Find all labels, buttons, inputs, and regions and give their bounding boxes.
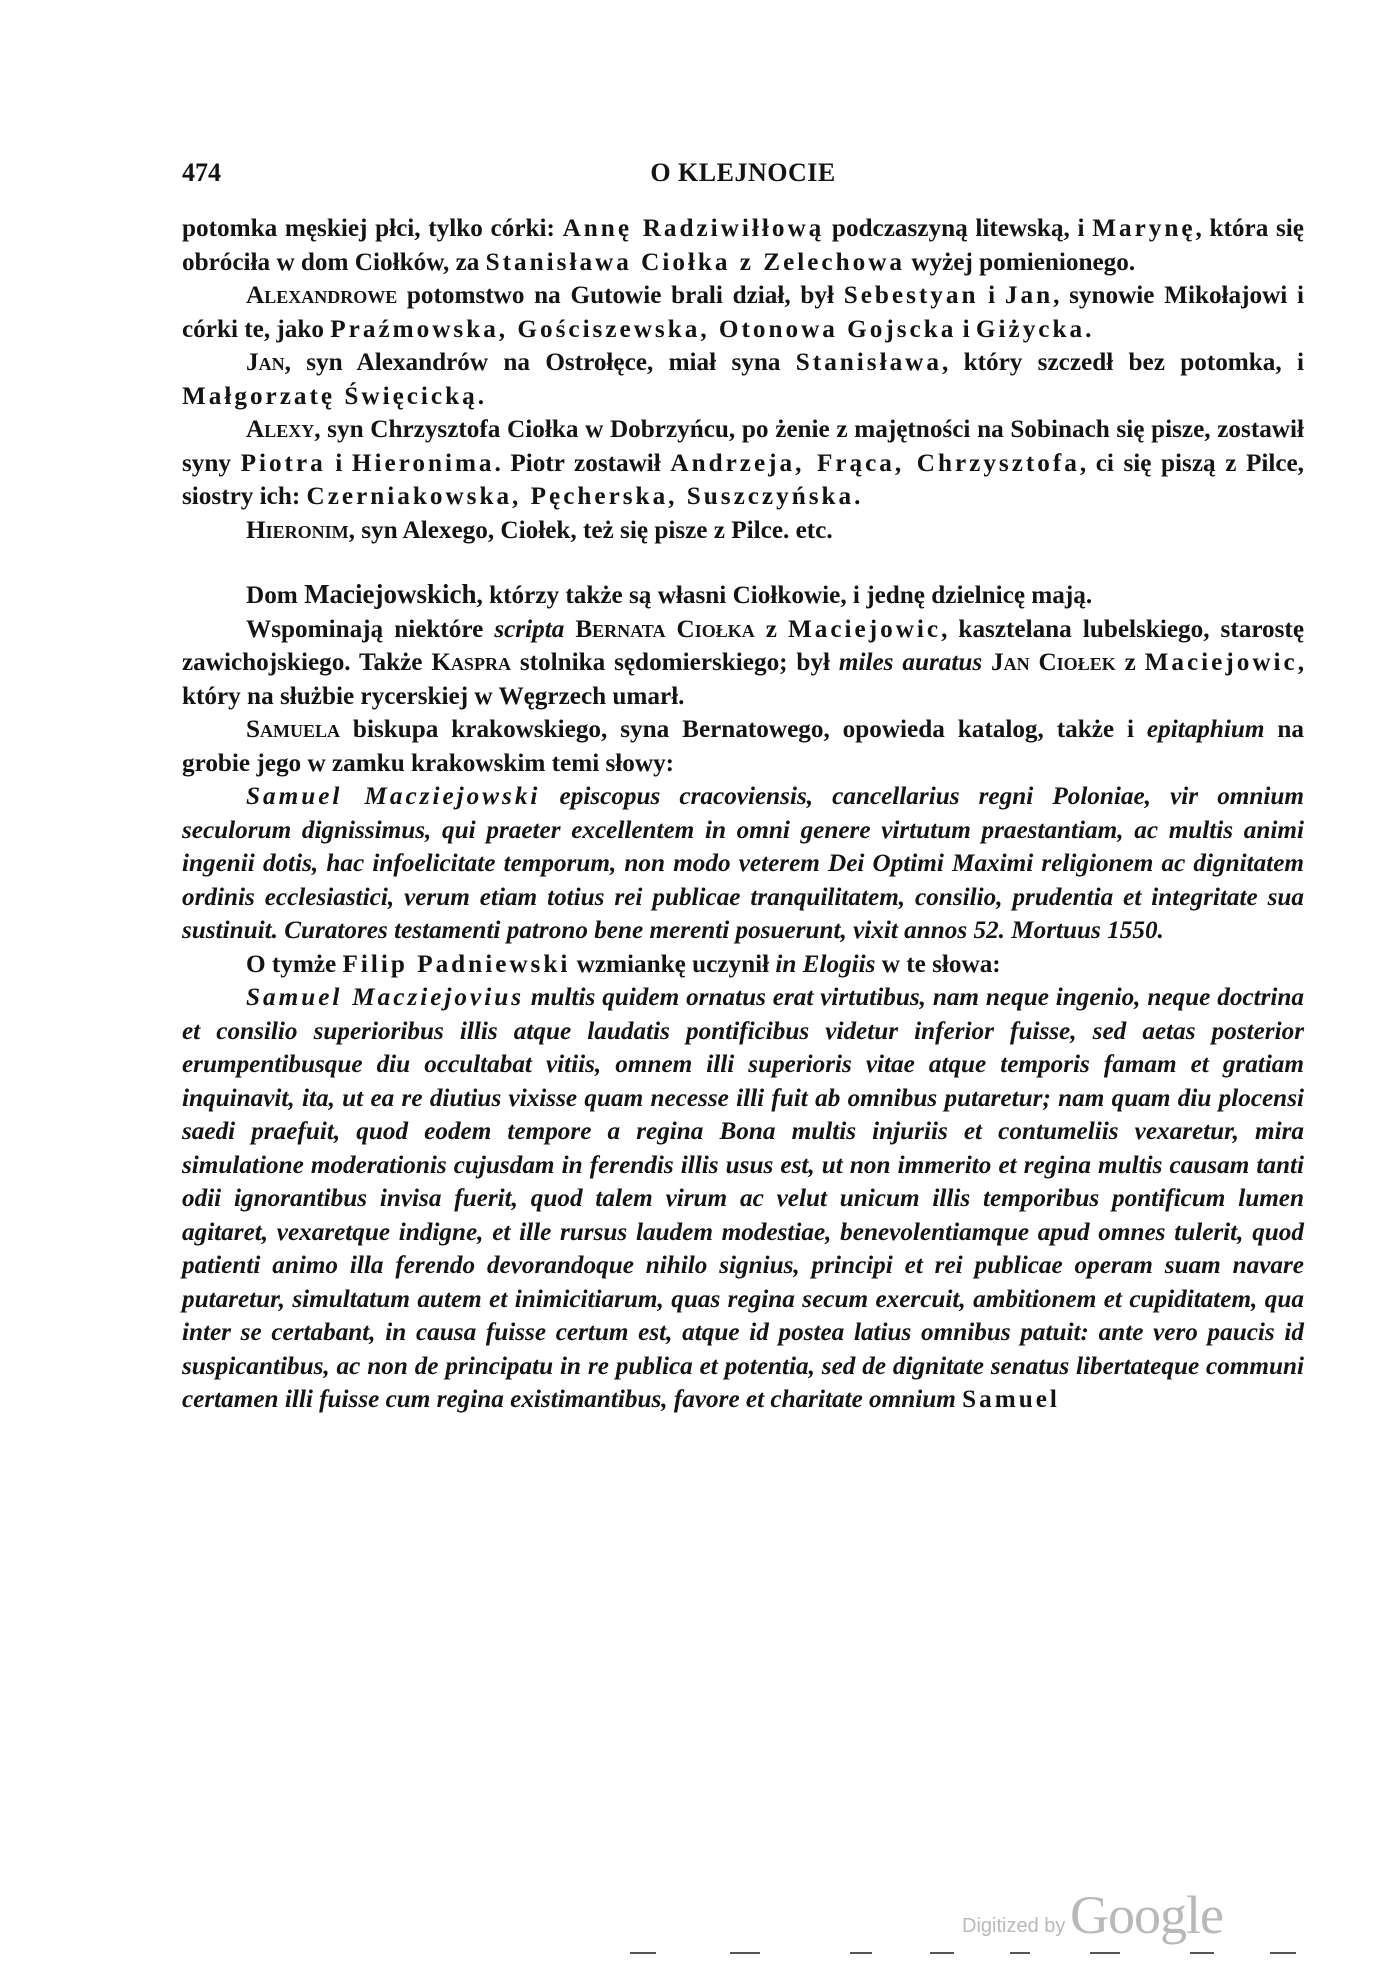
- text-run: na grobie jego w zamku krakowskim temi słowy:: [182, 716, 1305, 777]
- paragraph-3: [182, 346, 1304, 413]
- text-run: stolnika sędomierskiego; był: [510, 649, 839, 676]
- paragraph-5: [182, 514, 1304, 548]
- latin-text: episcopus cracoviensis, cancellarius regni Poloniae, vir omnium seculorum dignissimus, qui praeter excellentem in omni genere virtutum praestantiam, ac multis animi ingenii dotis, hac infoelicitate temporum, non modo veterem Dei Optimi Maximi religionem ac dignitatem ordinis ecclesiastici, verum etiam totius rei publicae tranquilitatem, consilio, prudentia et integritate sua sustinuit. Curatores testamenti patrono bene merenti posuerunt, vixit annos 52. Mortuus 1550.: [182, 783, 1304, 944]
- text-run: i: [325, 449, 352, 477]
- paragraph-4: [182, 413, 1304, 514]
- name-spaced: Giżycka: [975, 315, 1086, 343]
- text-run: w te słowa:: [875, 950, 1001, 978]
- text-run: z: [754, 615, 789, 643]
- dash: [1090, 1952, 1120, 1954]
- dash: [730, 1952, 760, 1954]
- name-smallcaps: Alexandrowe: [246, 282, 398, 309]
- text-run: wzmiankę uczynił: [570, 950, 776, 978]
- running-header: [182, 158, 1304, 192]
- section-gap: [182, 547, 1304, 578]
- name-spaced: Maciejowic: [788, 615, 942, 643]
- name-spaced: Maciejowic: [1144, 649, 1298, 676]
- text-run: [982, 649, 991, 676]
- paragraph-7: [182, 613, 1304, 714]
- name-spaced: Hieronima: [351, 449, 495, 477]
- scan-artifact-dashes: [630, 1952, 1330, 1956]
- text-run: [564, 616, 575, 643]
- text-run: , syn Alexego, Ciołek, też się pisze z Pilce. etc.: [348, 516, 833, 544]
- text-run: . Piotr zostawił: [494, 449, 671, 477]
- text-run: , którzy także są własni Ciołkowie, i jednę dzielnicę mają.: [476, 582, 1093, 609]
- running-title: O KLEJNOCIE: [650, 158, 836, 187]
- text-run: .: [1085, 315, 1092, 343]
- page-body: [182, 212, 1304, 1417]
- name-spaced: Sebestyan: [843, 282, 979, 309]
- text-run: , ci się piszą z Pilce, siostry ich:: [182, 449, 1304, 510]
- name-spaced: Annę Radziwiłłową: [562, 215, 825, 242]
- dash: [850, 1952, 872, 1954]
- page-number: 474: [182, 158, 221, 187]
- name-spaced: Małgorzatę Święcicką: [182, 382, 478, 410]
- name-spaced: Samuel Macziejovius: [246, 984, 525, 1011]
- text-run: , kasztelana lubelskiego, starostę zawichojskiego. Także: [182, 615, 1305, 676]
- epitaph-quote: [182, 780, 1304, 948]
- text-run: z: [1115, 649, 1145, 676]
- name-smallcaps: Samuela: [246, 716, 341, 743]
- text-run: , synowie Mikołajowi i córki te, jako: [182, 282, 1305, 343]
- dash: [630, 1952, 656, 1954]
- text-run: podczaszyną litewską, i: [824, 215, 1093, 242]
- text-run: , syn Alexandrów na Ostrołęce, miał syna: [284, 349, 796, 376]
- name-smallcaps: Alexy: [246, 416, 315, 443]
- italic-run: epitaphium: [1146, 716, 1265, 743]
- name-spaced: Stanisława Ciołka z Zelechowa: [485, 248, 906, 276]
- family-name-heavy: Maciejowskich: [304, 579, 477, 609]
- dash: [930, 1952, 954, 1954]
- name-smallcaps: Kaspra: [431, 649, 511, 676]
- name-spaced: Andrzeja, Frąca, Chrzysztofa: [670, 449, 1080, 477]
- name-smallcaps: Bernata Ciołka: [575, 615, 755, 643]
- paragraph-8: [182, 713, 1304, 780]
- text-run: , która się obróciła w dom Ciołków, za: [182, 215, 1304, 276]
- latin-text: multis quidem ornatus erat virtutibus, nam neque ingenio, neque doctrina et consilio superioribus illis atque laudatis pontificibus videtur inferior fuisse, sed aetas posterior erumpentibusque diu occultabat vitiis, omnem illi superioris vitae atque temporis famam et gratiam inquinavit, ita, ut ea re diutius vixisse quam necesse illi fuit ab omnibus putaretur; nam quam diu plocensi saedi praefuit, quod eodem tempore a regina Bona multis injuriis et contumeliis vexaretur, mira simulatione moderationis cujusdam in ferendis illis usus est, ut non immerito et regina multis causam tanti odii ignorantibus invisa fuerit, quod talem virum ac velut unicum illis temporibus pontificum lumen agitaret, vexaretque indigne, et ille rursus laudem modestiae, benevolentiamque apud omnes tulerit, quod patienti animo illa ferendo devorandoque nihilo signius, principi et rei publicae operam suam navare putaretur, simultatum autem et inimicitiarum, quas regina secum exercuit, ambitionem et cupiditatem, qua inter se certabant, in causa fuisse certum est, atque id postea latius omnibus patuit: ante vero paucis id suspicantibus, ac non de principatu in re publica et potentia, sed de dignitate senatus libertateque communi certamen illi fuisse cum regina existimantibus, favore et charitate omnium: [182, 984, 1305, 1413]
- text-run: .: [477, 382, 484, 410]
- text-run: i: [978, 282, 1005, 309]
- name-spaced: Jan: [1004, 282, 1054, 309]
- dash: [1270, 1952, 1296, 1954]
- text-run: biskupa krakowskiego, syna Bernatowego, opowieda katalog, także i: [340, 716, 1147, 743]
- digitization-watermark: [962, 1886, 1262, 1946]
- elogium-quote: [182, 981, 1304, 1417]
- paragraph-10: [182, 948, 1304, 982]
- dash: [1190, 1952, 1214, 1954]
- paragraph-6: [182, 578, 1304, 613]
- digitized-by-label: Digitized by: [962, 1915, 1066, 1937]
- text-run: O tymże: [246, 950, 343, 978]
- name-smallcaps: Jan: [246, 349, 285, 376]
- italic-run: scripta: [494, 615, 565, 643]
- text-run: , który szczedł bez potomka, i: [941, 349, 1304, 376]
- name-spaced: Czerniakowska, Pęcherska, Suszczyńska: [306, 483, 855, 510]
- name-spaced: Filip Padniewski: [342, 950, 571, 978]
- text-run: Dom: [246, 582, 305, 609]
- google-logo: Google: [1070, 1885, 1223, 1945]
- paragraph-2: [182, 279, 1304, 346]
- name-spaced: Praźmowska, Gościszewska, Otonowa Gojscka: [330, 315, 957, 343]
- text-run: wyżej pomienionego.: [905, 248, 1136, 276]
- text-run: i: [956, 315, 976, 343]
- text-run: Wspominają niektóre: [246, 615, 495, 643]
- paragraph-1: [182, 212, 1304, 279]
- name-spaced: Piotra: [240, 449, 326, 477]
- dash: [1010, 1952, 1030, 1954]
- name-smallcaps: Hieronim: [246, 516, 349, 544]
- text-run: potomka męskiej płci, tylko córki:: [182, 215, 563, 242]
- name-spaced: Samuel: [962, 1386, 1060, 1413]
- name-spaced: Marynę: [1092, 215, 1196, 242]
- text-run: , syn Chrzysztofa Ciołka w Dobrzyńcu, po żenie z majętności na Sobinach się pisze, zostawił syny: [182, 416, 1304, 477]
- text-run: .: [854, 483, 861, 510]
- text-run: potomstwo na Gutowie brali dział, był: [397, 282, 844, 309]
- name-spaced: Stanisława: [795, 349, 942, 376]
- italic-run: in Elogiis: [775, 950, 876, 978]
- name-smallcaps: Jan Ciołek: [991, 649, 1116, 676]
- italic-run: miles auratus: [838, 649, 983, 676]
- name-spaced: Samuel Macziejowski: [246, 783, 541, 810]
- text-run: , który na służbie rycerskiej w Węgrzech umarł.: [182, 649, 1304, 710]
